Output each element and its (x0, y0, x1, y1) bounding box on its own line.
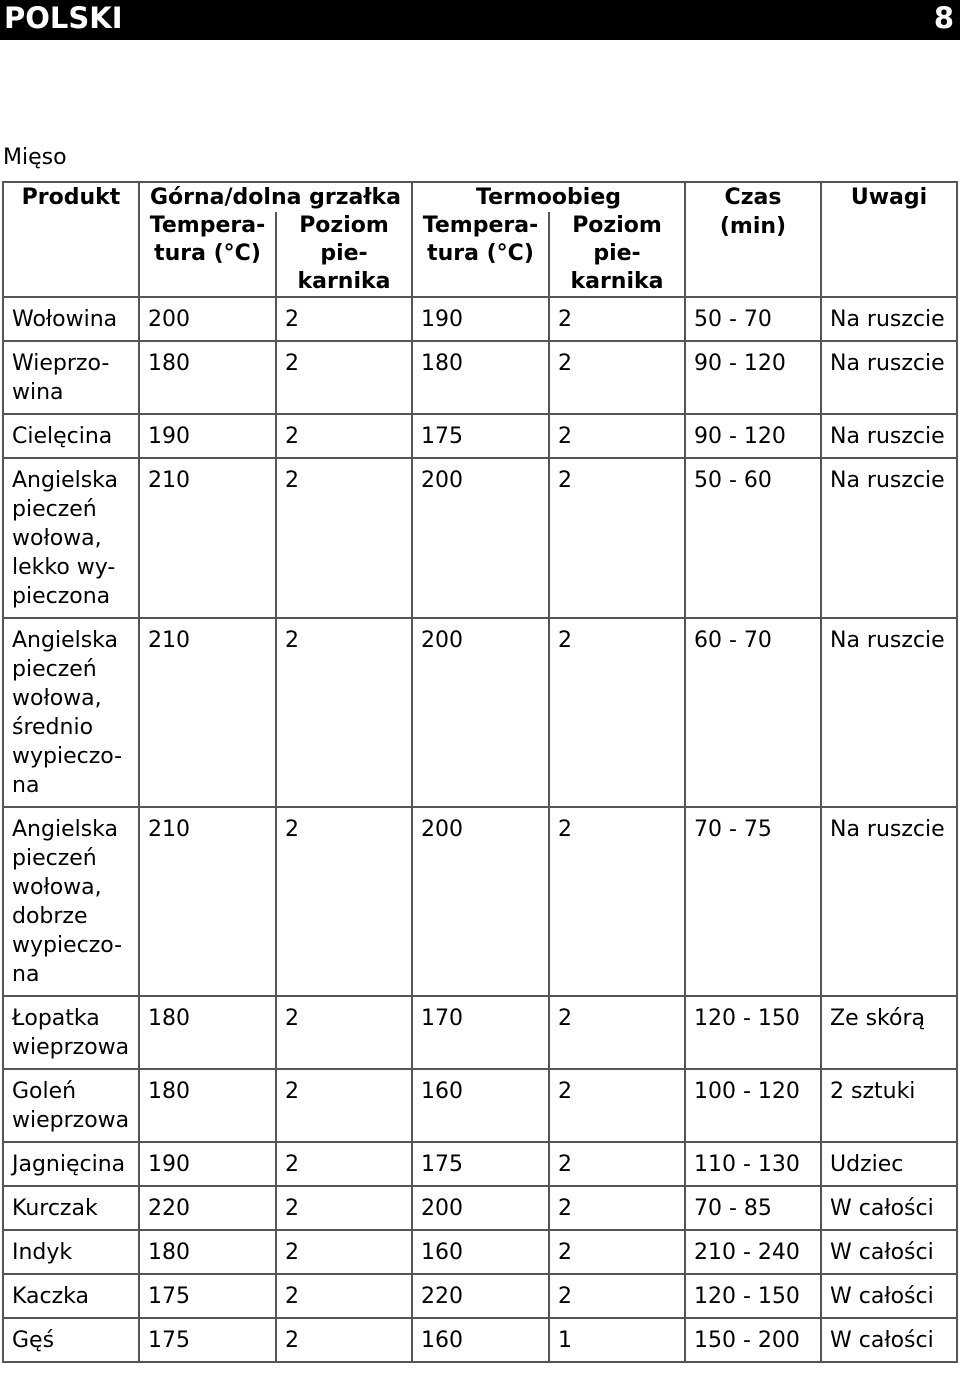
cell-notes: Na ruszcie (821, 341, 957, 414)
cell-notes: Na ruszcie (821, 618, 957, 807)
cell-time: 70 - 75 (685, 807, 821, 996)
cell-notes: Na ruszcie (821, 414, 957, 458)
cell-product: Angielska pieczeń wołowa, dobrze wypieczo-na (3, 807, 139, 996)
cell-temperature-2: 170 (412, 996, 549, 1069)
header-product: Produkt (3, 182, 139, 297)
cell-notes: Na ruszcie (821, 458, 957, 618)
cell-time: 110 - 130 (685, 1142, 821, 1186)
cell-time: 210 - 240 (685, 1230, 821, 1274)
header-top-bottom-heater: Górna/dolna grzałka (139, 182, 412, 212)
table-row (3, 1230, 957, 1274)
cell-notes: Ze skórą (821, 996, 957, 1069)
cell-temperature-1: 175 (139, 1318, 276, 1362)
page-number: 8 (933, 1, 954, 35)
cell-time: 90 - 120 (685, 341, 821, 414)
cell-notes: W całości (821, 1186, 957, 1230)
cell-shelf-level-1: 2 (276, 1230, 412, 1274)
cell-shelf-level-1: 2 (276, 807, 412, 996)
cell-shelf-level-1: 2 (276, 1318, 412, 1362)
cell-notes: W całości (821, 1318, 957, 1362)
cell-product: Angielska pieczeń wołowa, średnio wypieczo-na (3, 618, 139, 807)
cell-product: Łopatka wieprzowa (3, 996, 139, 1069)
cell-product: Wieprzo-wina (3, 341, 139, 414)
header-temperature-2: Tempera-tura (°C) (412, 212, 549, 297)
cell-time: 50 - 60 (685, 458, 821, 618)
cell-shelf-level-2: 2 (549, 341, 685, 414)
cell-temperature-2: 175 (412, 414, 549, 458)
cell-shelf-level-2: 2 (549, 1230, 685, 1274)
cell-temperature-1: 190 (139, 414, 276, 458)
cell-shelf-level-1: 2 (276, 458, 412, 618)
cell-temperature-1: 175 (139, 1274, 276, 1318)
cell-temperature-1: 180 (139, 341, 276, 414)
cell-shelf-level-1: 2 (276, 1186, 412, 1230)
cell-notes: W całości (821, 1230, 957, 1274)
cell-shelf-level-1: 2 (276, 618, 412, 807)
cell-temperature-2: 160 (412, 1069, 549, 1142)
table-row (3, 807, 957, 996)
section-title: Mięso (3, 145, 67, 170)
cell-product: Wołowina (3, 297, 139, 341)
cell-temperature-2: 200 (412, 807, 549, 996)
cell-temperature-2: 220 (412, 1274, 549, 1318)
cell-temperature-2: 200 (412, 1186, 549, 1230)
cell-product: Jagnięcina (3, 1142, 139, 1186)
cell-temperature-2: 200 (412, 458, 549, 618)
cell-shelf-level-2: 2 (549, 414, 685, 458)
cell-shelf-level-1: 2 (276, 297, 412, 341)
cell-temperature-1: 220 (139, 1186, 276, 1230)
header-convection: Termoobieg (412, 182, 685, 212)
cell-temperature-2: 190 (412, 297, 549, 341)
cell-shelf-level-2: 2 (549, 1142, 685, 1186)
cell-shelf-level-2: 2 (549, 1274, 685, 1318)
table-row (3, 1318, 957, 1362)
cell-shelf-level-2: 2 (549, 1069, 685, 1142)
cell-product: Gęś (3, 1318, 139, 1362)
cell-product: Goleń wieprzowa (3, 1069, 139, 1142)
cell-product: Angielska pieczeń wołowa, lekko wy-pieczona (3, 458, 139, 618)
cell-notes: Na ruszcie (821, 297, 957, 341)
cell-shelf-level-2: 2 (549, 807, 685, 996)
cell-shelf-level-2: 2 (549, 458, 685, 618)
table-row (3, 414, 957, 458)
cell-product: Indyk (3, 1230, 139, 1274)
cell-temperature-2: 180 (412, 341, 549, 414)
cell-time: 120 - 150 (685, 1274, 821, 1318)
page-header (0, 0, 960, 40)
cell-shelf-level-2: 1 (549, 1318, 685, 1362)
cell-time: 100 - 120 (685, 1069, 821, 1142)
table-body (3, 297, 957, 1362)
table-header-row (3, 182, 957, 212)
header-time: Czas (min) (685, 182, 821, 297)
header-shelf-level-1: Poziom pie-karnika (276, 212, 412, 297)
cell-temperature-1: 180 (139, 996, 276, 1069)
cell-shelf-level-1: 2 (276, 996, 412, 1069)
cell-time: 90 - 120 (685, 414, 821, 458)
cell-temperature-1: 210 (139, 807, 276, 996)
table-row (3, 996, 957, 1069)
cell-temperature-2: 160 (412, 1318, 549, 1362)
table-row (3, 458, 957, 618)
header-shelf-level-2: Poziom pie-karnika (549, 212, 685, 297)
cell-temperature-1: 180 (139, 1230, 276, 1274)
table-row (3, 297, 957, 341)
cell-temperature-1: 190 (139, 1142, 276, 1186)
cell-temperature-1: 200 (139, 297, 276, 341)
cell-notes: Na ruszcie (821, 807, 957, 996)
cell-temperature-1: 210 (139, 458, 276, 618)
meat-roasting-table (2, 181, 958, 1363)
table-row (3, 1069, 957, 1142)
cell-time: 60 - 70 (685, 618, 821, 807)
cell-shelf-level-2: 2 (549, 618, 685, 807)
table-row (3, 618, 957, 807)
cell-time: 150 - 200 (685, 1318, 821, 1362)
cell-shelf-level-1: 2 (276, 1069, 412, 1142)
header-notes: Uwagi (821, 182, 957, 297)
cell-shelf-level-2: 2 (549, 1186, 685, 1230)
cell-temperature-2: 160 (412, 1230, 549, 1274)
cell-notes: 2 sztuki (821, 1069, 957, 1142)
cell-notes: W całości (821, 1274, 957, 1318)
cell-temperature-2: 200 (412, 618, 549, 807)
cell-time: 50 - 70 (685, 297, 821, 341)
cell-shelf-level-1: 2 (276, 1274, 412, 1318)
cell-shelf-level-1: 2 (276, 341, 412, 414)
cell-temperature-1: 210 (139, 618, 276, 807)
cell-shelf-level-1: 2 (276, 414, 412, 458)
cell-product: Cielęcina (3, 414, 139, 458)
language-label: POLSKI (4, 1, 123, 35)
table-row (3, 1274, 957, 1318)
cell-shelf-level-1: 2 (276, 1142, 412, 1186)
header-temperature-1: Tempera-tura (°C) (139, 212, 276, 297)
cell-shelf-level-2: 2 (549, 297, 685, 341)
cell-temperature-2: 175 (412, 1142, 549, 1186)
table-row (3, 1186, 957, 1230)
cell-notes: Udziec (821, 1142, 957, 1186)
cell-product: Kaczka (3, 1274, 139, 1318)
table-row (3, 1142, 957, 1186)
table-row (3, 341, 957, 414)
cell-shelf-level-2: 2 (549, 996, 685, 1069)
cell-temperature-1: 180 (139, 1069, 276, 1142)
cell-time: 120 - 150 (685, 996, 821, 1069)
cell-time: 70 - 85 (685, 1186, 821, 1230)
cell-product: Kurczak (3, 1186, 139, 1230)
